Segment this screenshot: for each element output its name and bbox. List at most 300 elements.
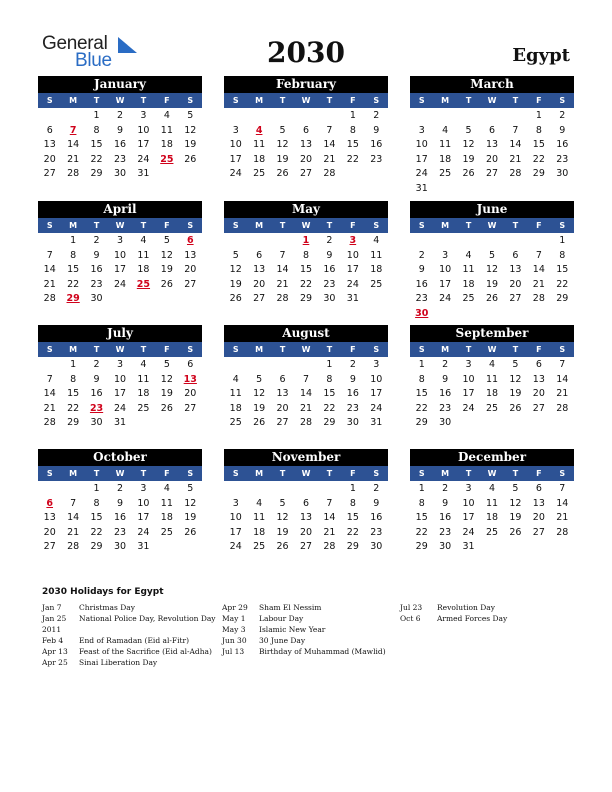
day-cell: 2	[93, 359, 100, 370]
day-cell: 2	[373, 483, 380, 494]
holiday-date: Jan 7	[42, 603, 62, 612]
weekday-label: F	[164, 345, 170, 354]
day-cell: 29	[415, 417, 428, 429]
day-cell: 13	[532, 373, 545, 385]
holiday-day: 6	[186, 235, 194, 246]
day-cell: 17	[462, 388, 475, 400]
holiday-name: Birthday of Muhammad (Mawlid)	[259, 647, 386, 656]
day-cell: 2	[349, 359, 356, 370]
day-cell: 9	[442, 497, 449, 509]
page-title-year: 2030	[267, 36, 345, 69]
days-grid	[410, 358, 574, 431]
weekday-label: S	[559, 345, 566, 354]
day-cell: 17	[137, 139, 150, 151]
weekday-label: T	[326, 96, 333, 105]
month-january	[38, 76, 202, 182]
weekday-label: T	[512, 221, 519, 230]
day-cell: 16	[439, 512, 452, 524]
day-cell: 5	[279, 124, 286, 136]
days-grid	[224, 109, 388, 182]
day-cell: 21	[43, 278, 56, 290]
day-cell: 5	[232, 249, 239, 261]
day-cell: 17	[370, 388, 383, 400]
empty-cell	[410, 109, 433, 124]
day-cell: 10	[137, 497, 150, 509]
day-cell: 15	[346, 512, 359, 524]
weekday-label: T	[140, 221, 147, 230]
month-april	[38, 201, 202, 307]
day-cell: 22	[90, 526, 103, 538]
day-cell: 18	[462, 278, 475, 290]
holiday-date: Apr 13	[42, 647, 68, 656]
weekday-label: F	[350, 345, 356, 354]
day-cell: 20	[184, 264, 197, 276]
month-february	[224, 76, 388, 182]
day-cell: 25	[253, 168, 266, 180]
weekday-label: S	[46, 96, 53, 105]
holiday-date: Oct 6	[400, 614, 421, 623]
day-cell: 31	[137, 168, 150, 180]
day-cell: 21	[556, 512, 569, 524]
day-cell: 10	[229, 139, 242, 151]
day-cell: 16	[113, 139, 127, 151]
day-cell: 13	[509, 264, 522, 276]
day-cell: 20	[299, 153, 313, 165]
day-cell: 8	[93, 497, 100, 509]
day-cell: 12	[485, 264, 499, 276]
day-cell: 19	[509, 388, 522, 400]
day-cell: 7	[302, 373, 310, 385]
weekday-header	[410, 342, 574, 357]
day-cell: 15	[299, 264, 313, 276]
day-cell: 28	[43, 417, 56, 429]
day-cell: 2	[442, 483, 449, 494]
day-cell: 24	[113, 402, 127, 414]
day-cell: 16	[113, 512, 127, 524]
day-cell: 1	[418, 483, 425, 494]
day-cell: 15	[532, 139, 545, 151]
holiday-date: Apr 29	[222, 603, 248, 612]
weekday-label: W	[487, 96, 497, 105]
day-cell: 1	[70, 359, 77, 370]
day-cell: 2	[559, 110, 566, 121]
day-cell: 4	[256, 497, 263, 509]
month-title: June	[410, 201, 574, 218]
day-cell: 28	[532, 293, 545, 305]
day-cell: 6	[187, 359, 194, 370]
holiday-day: 7	[69, 124, 77, 136]
empty-cell	[38, 234, 61, 249]
day-cell: 3	[232, 497, 239, 509]
day-cell: 29	[299, 293, 313, 305]
empty-cell	[527, 234, 550, 249]
day-cell: 18	[370, 264, 383, 276]
empty-cell	[294, 358, 317, 373]
day-cell: 30	[90, 417, 103, 429]
weekday-label: W	[487, 345, 497, 354]
weekday-label: S	[373, 469, 380, 478]
day-cell: 21	[67, 526, 80, 538]
weekday-label: W	[487, 221, 497, 230]
weekday-label: F	[350, 221, 356, 230]
day-cell: 13	[253, 264, 266, 276]
weekday-label: T	[465, 345, 472, 354]
day-cell: 14	[67, 139, 80, 151]
weekday-header	[410, 466, 574, 481]
day-cell: 14	[323, 512, 336, 524]
weekday-label: W	[301, 96, 311, 105]
weekday-label: W	[115, 345, 125, 354]
day-cell: 25	[160, 526, 173, 538]
weekday-label: W	[115, 221, 125, 230]
day-cell: 8	[70, 249, 77, 261]
holiday-name: Sinai Liberation Day	[79, 658, 158, 667]
day-cell: 12	[509, 497, 522, 509]
empty-cell	[38, 358, 61, 373]
day-cell: 10	[439, 264, 452, 276]
day-cell: 6	[535, 483, 542, 494]
days-grid	[410, 109, 574, 197]
holiday-date: Apr 25	[42, 658, 68, 667]
weekday-header	[410, 218, 574, 233]
empty-cell	[433, 109, 456, 124]
day-cell: 6	[46, 124, 53, 136]
empty-cell	[294, 109, 317, 124]
day-cell: 21	[556, 388, 569, 400]
weekday-header	[224, 466, 388, 481]
day-cell: 25	[485, 526, 499, 538]
day-cell: 23	[370, 153, 383, 165]
day-cell: 30	[439, 541, 452, 553]
weekday-label: T	[279, 345, 286, 354]
day-cell: 3	[465, 359, 472, 370]
weekday-label: T	[326, 345, 333, 354]
empty-cell	[271, 358, 294, 373]
weekday-label: M	[69, 345, 78, 354]
day-cell: 19	[229, 278, 242, 290]
day-cell: 27	[299, 168, 313, 180]
weekday-label: S	[232, 345, 239, 354]
day-cell: 3	[465, 483, 472, 494]
day-cell: 26	[276, 168, 289, 180]
day-cell: 31	[462, 541, 475, 553]
weekday-label: S	[232, 221, 239, 230]
weekday-label: F	[350, 469, 356, 478]
day-cell: 18	[485, 388, 499, 400]
month-october	[38, 449, 202, 555]
day-cell: 28	[299, 417, 313, 429]
days-grid	[38, 482, 202, 555]
day-cell: 16	[370, 139, 383, 151]
weekday-label: T	[465, 96, 472, 105]
empty-cell	[224, 482, 247, 497]
day-cell: 5	[163, 235, 170, 246]
day-cell: 14	[276, 264, 289, 276]
day-cell: 7	[46, 249, 53, 261]
day-cell: 13	[43, 139, 56, 151]
day-cell: 24	[439, 293, 452, 305]
day-cell: 7	[535, 249, 542, 261]
weekday-label: T	[93, 221, 100, 230]
holiday-name: Sham El Nessim	[259, 603, 322, 612]
day-cell: 8	[302, 249, 310, 261]
day-cell: 10	[346, 249, 359, 261]
holiday-day: 25	[160, 153, 174, 165]
day-cell: 18	[137, 264, 150, 276]
days-grid	[38, 358, 202, 431]
day-cell: 9	[442, 373, 449, 385]
day-cell: 15	[415, 388, 428, 400]
day-cell: 1	[326, 359, 333, 370]
weekday-label: T	[465, 469, 472, 478]
day-cell: 31	[137, 541, 150, 553]
weekday-label: F	[164, 221, 170, 230]
day-cell: 11	[137, 249, 150, 261]
weekday-label: T	[93, 345, 100, 354]
day-cell: 30	[90, 293, 103, 305]
weekday-label: M	[69, 96, 78, 105]
day-cell: 20	[43, 153, 56, 165]
day-cell: 9	[116, 124, 124, 136]
day-cell: 13	[299, 139, 313, 151]
day-cell: 29	[532, 168, 545, 180]
day-cell: 23	[323, 278, 336, 290]
day-cell: 18	[439, 153, 452, 165]
day-cell: 20	[532, 388, 545, 400]
day-cell: 19	[276, 153, 289, 165]
day-cell: 20	[509, 278, 522, 290]
day-cell: 10	[370, 373, 383, 385]
day-cell: 20	[299, 526, 313, 538]
day-cell: 7	[559, 359, 566, 370]
weekday-header	[410, 93, 574, 108]
day-cell: 26	[509, 526, 522, 538]
day-cell: 1	[349, 110, 356, 121]
day-cell: 1	[70, 235, 77, 246]
day-cell: 5	[512, 483, 519, 494]
weekday-label: W	[115, 96, 125, 105]
weekday-label: T	[512, 469, 519, 478]
month-november	[224, 449, 388, 555]
day-cell: 28	[509, 168, 522, 180]
weekday-label: S	[187, 221, 194, 230]
day-cell: 6	[302, 124, 310, 136]
day-cell: 8	[349, 497, 356, 509]
day-cell: 5	[163, 359, 170, 370]
day-cell: 30	[113, 168, 127, 180]
empty-cell	[61, 109, 84, 124]
day-cell: 7	[326, 124, 333, 136]
empty-cell	[247, 234, 270, 249]
day-cell: 30	[346, 417, 359, 429]
day-cell: 9	[116, 497, 124, 509]
day-cell: 8	[418, 497, 425, 509]
holiday-day: 4	[255, 124, 263, 136]
weekday-label: T	[279, 96, 286, 105]
weekday-label: T	[93, 469, 100, 478]
day-cell: 12	[253, 388, 266, 400]
day-cell: 24	[137, 526, 150, 538]
day-cell: 26	[160, 402, 173, 414]
holiday-name: Revolution Day	[437, 603, 495, 612]
empty-cell	[504, 234, 527, 249]
day-cell: 12	[160, 373, 173, 385]
day-cell: 27	[509, 293, 522, 305]
holiday-day: 6	[46, 497, 54, 509]
day-cell: 25	[485, 402, 499, 414]
empty-cell	[504, 109, 527, 124]
day-cell: 11	[370, 249, 383, 261]
empty-cell	[457, 109, 480, 124]
day-cell: 23	[346, 402, 359, 414]
day-cell: 9	[326, 249, 333, 261]
day-cell: 4	[442, 124, 449, 136]
day-cell: 15	[67, 388, 80, 400]
day-cell: 27	[184, 402, 197, 414]
day-cell: 17	[113, 388, 127, 400]
day-cell: 18	[485, 512, 499, 524]
day-cell: 1	[535, 110, 542, 121]
day-cell: 5	[488, 249, 496, 261]
day-cell: 2	[442, 359, 449, 370]
month-july	[38, 325, 202, 431]
empty-cell	[271, 482, 294, 497]
day-cell: 11	[485, 497, 499, 509]
day-cell: 19	[509, 512, 522, 524]
day-cell: 24	[415, 168, 428, 180]
day-cell: 22	[90, 153, 103, 165]
empty-cell	[224, 234, 247, 249]
holiday-name: Labour Day	[259, 614, 304, 623]
day-cell: 29	[323, 417, 336, 429]
day-cell: 4	[232, 373, 239, 385]
weekday-label: M	[255, 469, 264, 478]
empty-cell	[247, 358, 270, 373]
weekday-label: F	[536, 221, 542, 230]
weekday-label: S	[418, 96, 425, 105]
day-cell: 29	[415, 541, 428, 553]
day-cell: 11	[439, 139, 452, 151]
day-cell: 31	[346, 293, 359, 305]
country-name: Egypt	[512, 45, 570, 66]
day-cell: 13	[532, 497, 545, 509]
day-cell: 23	[439, 526, 452, 538]
day-cell: 14	[556, 497, 569, 509]
empty-cell	[271, 234, 294, 249]
day-cell: 17	[137, 512, 150, 524]
day-cell: 8	[326, 373, 333, 385]
month-title: May	[224, 201, 388, 218]
day-cell: 8	[349, 124, 356, 136]
weekday-label: S	[559, 469, 566, 478]
weekday-label: M	[441, 221, 450, 230]
day-cell: 27	[532, 526, 545, 538]
holiday-date: Jun 30	[222, 636, 247, 645]
day-cell: 1	[93, 483, 100, 494]
weekday-label: S	[187, 469, 194, 478]
day-cell: 4	[488, 483, 496, 494]
day-cell: 5	[512, 359, 519, 370]
day-cell: 30	[556, 168, 569, 180]
day-cell: 4	[140, 235, 147, 246]
day-cell: 7	[512, 124, 519, 136]
day-cell: 24	[462, 526, 475, 538]
day-cell: 3	[116, 359, 124, 370]
holiday-name: Armed Forces Day	[437, 614, 508, 623]
empty-cell	[38, 482, 61, 497]
empty-cell	[224, 109, 247, 124]
day-cell: 26	[184, 153, 197, 165]
weekday-label: W	[115, 469, 125, 478]
day-cell: 16	[439, 388, 452, 400]
day-cell: 19	[485, 278, 499, 290]
day-cell: 13	[276, 388, 289, 400]
holiday-date: May 3	[222, 625, 246, 634]
day-cell: 23	[556, 153, 569, 165]
weekday-label: M	[255, 96, 264, 105]
day-cell: 9	[373, 497, 380, 509]
day-cell: 30	[439, 417, 452, 429]
day-cell: 26	[229, 293, 242, 305]
day-cell: 26	[276, 541, 289, 553]
day-cell: 1	[93, 110, 100, 121]
day-cell: 2	[93, 235, 100, 246]
weekday-label: S	[187, 345, 194, 354]
day-cell: 20	[276, 402, 289, 414]
weekday-label: S	[559, 221, 566, 230]
day-cell: 22	[415, 402, 428, 414]
day-cell: 18	[253, 153, 266, 165]
weekday-label: M	[69, 469, 78, 478]
day-cell: 14	[556, 373, 569, 385]
day-cell: 19	[184, 512, 197, 524]
day-cell: 6	[535, 359, 542, 370]
month-title: December	[410, 449, 574, 466]
day-cell: 9	[418, 264, 425, 276]
day-cell: 26	[485, 293, 499, 305]
day-cell: 30	[370, 541, 383, 553]
weekday-header	[38, 218, 202, 233]
weekday-label: M	[255, 221, 264, 230]
day-cell: 10	[415, 139, 428, 151]
day-cell: 26	[160, 278, 173, 290]
day-cell: 11	[229, 388, 242, 400]
day-cell: 10	[113, 373, 127, 385]
weekday-label: S	[373, 221, 380, 230]
day-cell: 12	[184, 497, 197, 509]
day-cell: 14	[299, 388, 313, 400]
day-cell: 13	[299, 512, 313, 524]
day-cell: 5	[279, 497, 286, 509]
weekday-label: S	[232, 469, 239, 478]
day-cell: 23	[415, 293, 428, 305]
day-cell: 24	[229, 168, 242, 180]
weekday-label: M	[69, 221, 78, 230]
day-cell: 18	[137, 388, 150, 400]
day-cell: 28	[556, 526, 569, 538]
day-cell: 17	[462, 512, 475, 524]
month-june	[410, 201, 574, 322]
day-cell: 28	[323, 168, 336, 180]
weekday-label: T	[512, 96, 519, 105]
day-cell: 19	[276, 526, 289, 538]
day-cell: 16	[90, 388, 103, 400]
holiday-name: National Police Day, Revolution Day	[79, 614, 216, 623]
day-cell: 12	[462, 139, 475, 151]
day-cell: 5	[256, 373, 263, 385]
day-cell: 3	[232, 124, 239, 136]
day-cell: 16	[90, 264, 103, 276]
